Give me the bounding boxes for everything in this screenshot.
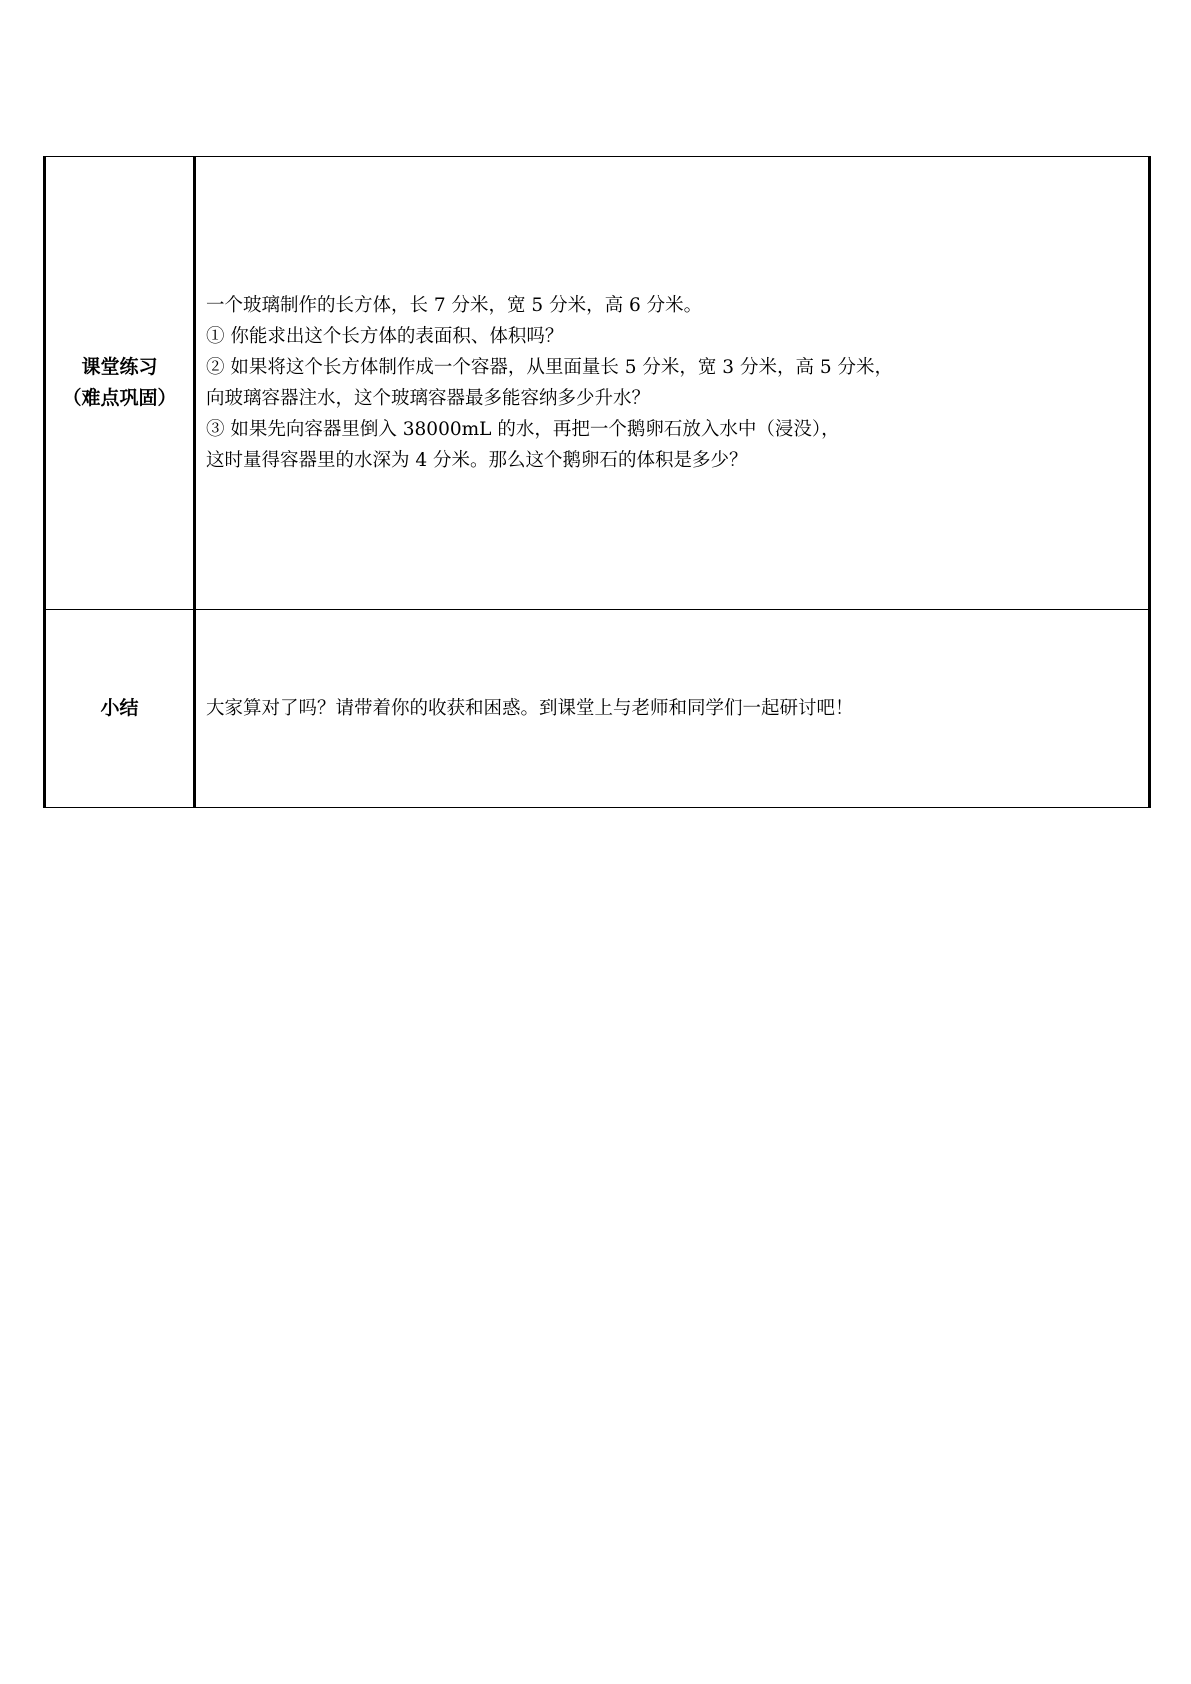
question-2-line-1: ② 如果将这个长方体制作成一个容器，从里面量长 5 分米，宽 3 分米，高 5 分米，	[206, 357, 893, 378]
question-1: ① 你能求出这个长方体的表面积、体积吗？	[206, 326, 564, 347]
question-2-line-2: 向玻璃容器注水，这个玻璃容器最多能容纳多少升水？	[206, 388, 651, 409]
practice-row	[45, 157, 1150, 610]
summary-text: 大家算对了吗？请带着你的收获和困惑。到课堂上与老师和同学们一起研讨吧！	[206, 698, 854, 719]
summary-row	[45, 610, 1150, 808]
problem-intro: 一个玻璃制作的长方体，长 7 分米，宽 5 分米，高 6 分米。	[206, 295, 703, 316]
summary-content-cell	[195, 610, 1150, 808]
summary-label-cell	[45, 610, 195, 808]
practice-content-cell	[195, 157, 1150, 610]
practice-label-cell	[45, 157, 195, 610]
question-3-line-2: 这时量得容器里的水深为 4 分米。那么这个鹅卵石的体积是多少？	[206, 450, 748, 471]
summary-label: 小结	[100, 697, 139, 719]
practice-sublabel: （难点巩固）	[62, 387, 177, 409]
question-3-line-1: ③ 如果先向容器里倒入 38000mL 的水，再把一个鹅卵石放入水中（浸没），	[206, 419, 840, 440]
practice-label: 课堂练习	[81, 356, 158, 378]
worksheet-table	[43, 156, 1151, 808]
